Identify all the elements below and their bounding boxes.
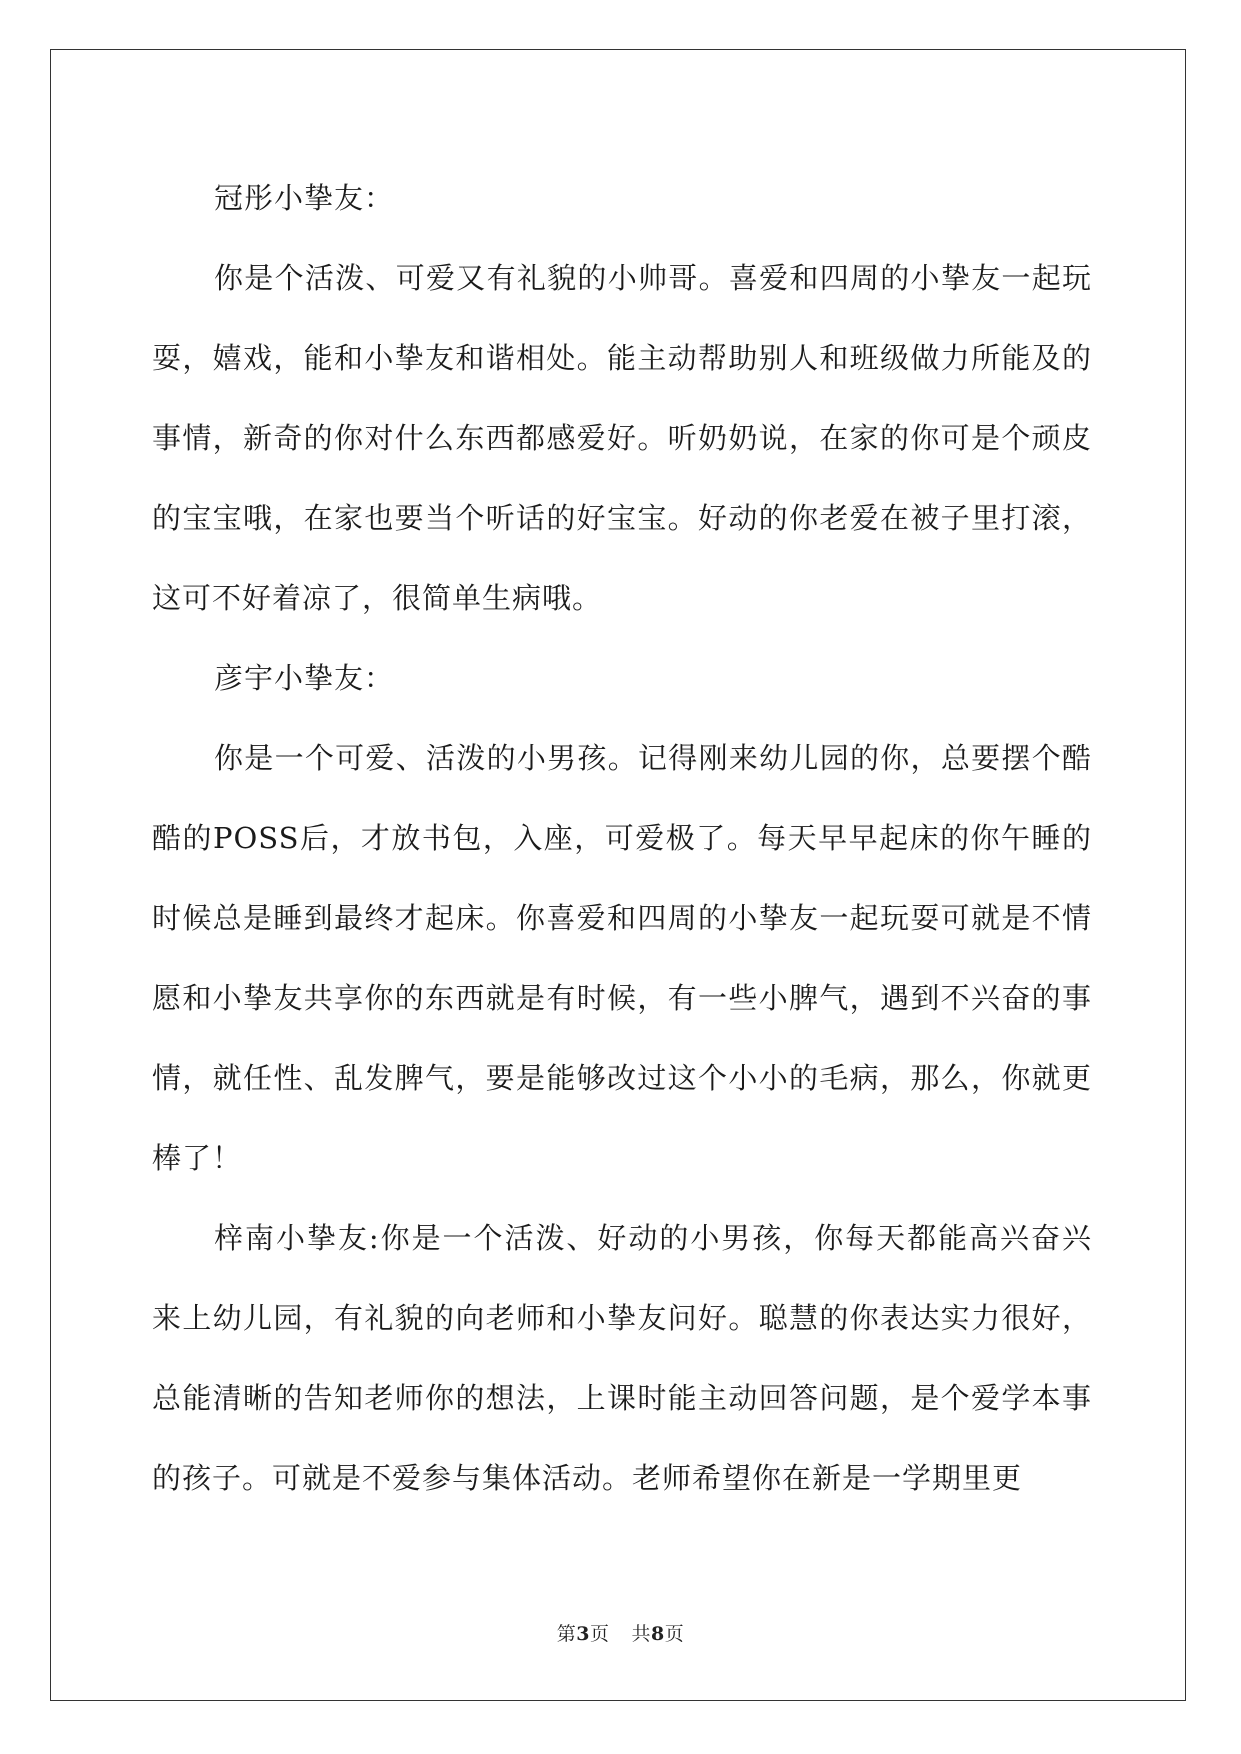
paragraph-comment-yanyu: 你是一个可爱、活泼的小男孩。记得刚来幼儿园的你，总要摆个酷酷的POSS后，才放书包，入座，可爱极了。每天早早起床的你午睡的时候总是睡到最终才起床。你喜爱和四周的小挚友一起玩耍可就是不情愿和小挚友共享你的东西就是有时候，有一些小脾气，遇到不兴奋的事情，就任性、乱发脾气，要是能够改过这个小小的毛病，那么，你就更棒了！ <box>152 741 1092 1175</box>
total-prefix: 共 <box>631 1623 652 1645</box>
page-suffix: 页 <box>589 1623 610 1645</box>
total-suffix: 页 <box>664 1623 685 1645</box>
paragraph-comment-guantong: 你是个活泼、可爱又有礼貌的小帅哥。喜爱和四周的小挚友一起玩耍，嬉戏，能和小挚友和谐相处。能主动帮助别人和班级做力所能及的事情，新奇的你对什么东西都感爱好。听奶奶说，在家的你可是个顽皮的宝宝哦，在家也要当个听话的好宝宝。好动的你老爱在被子里打滚，这可不好着凉了，很简单生病哦。 <box>152 261 1092 615</box>
page-total-number: 8 <box>651 1623 665 1645</box>
page-footer <box>0 1619 1241 1646</box>
page-prefix: 第 <box>556 1623 577 1645</box>
paragraph-comment-zinan: 梓南小挚友:你是一个活泼、好动的小男孩，你每天都能高兴奋兴来上幼儿园，有礼貌的向老师和小挚友问好。聪慧的你表达实力很好，总能清晰的告知老师你的想法，上课时能主动回答问题，是个爱学本事的孩子。可就是不爱参与集体活动。老师希望你在新是一学期里更 <box>152 1221 1092 1495</box>
paragraph-greeting-yanyu: 彦宇小挚友： <box>214 661 395 695</box>
page-current-number: 3 <box>576 1623 590 1645</box>
document-body <box>152 158 1092 1518</box>
paragraph-greeting-guantong: 冠彤小挚友： <box>214 181 395 215</box>
